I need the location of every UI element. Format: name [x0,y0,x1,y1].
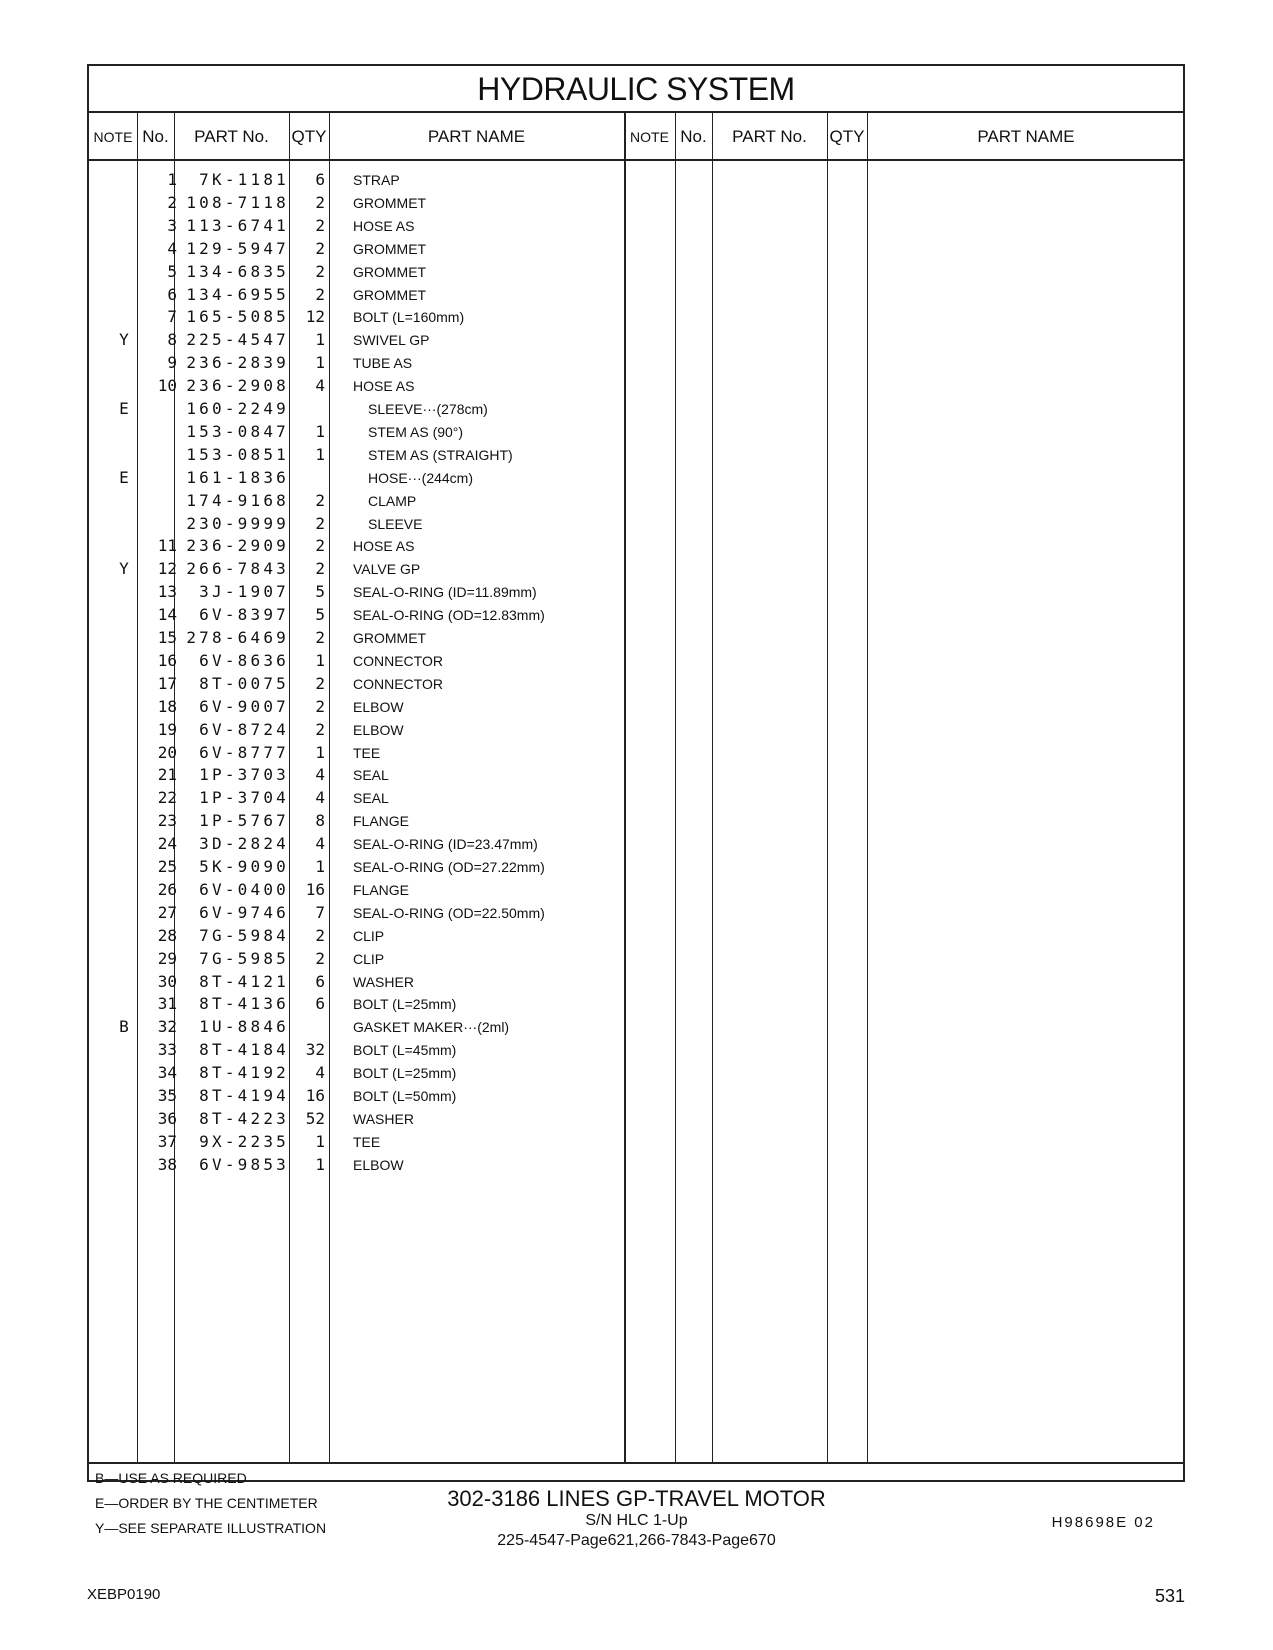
part-name-cell: STEM AS (STRAIGHT) [368,446,513,463]
quantity-cell: 12 [305,307,325,327]
item-number-cell: 6 [167,284,177,304]
table-row [89,720,649,742]
part-number-cell: 6V-0400 [199,879,289,899]
item-number-cell: 4 [167,238,177,258]
part-number-cell: 3J-1907 [199,582,289,602]
item-number-cell: 30 [157,971,177,991]
table-row [89,330,649,352]
part-name-cell: CONNECTOR [353,675,443,692]
quantity-cell: 2 [315,284,325,304]
part-number-cell: 230-9999 [186,513,289,533]
part-name-cell: STRAP [353,172,400,188]
item-number-cell: 18 [157,696,177,716]
quantity-cell: 4 [315,1063,325,1083]
note-cell: E [119,467,129,487]
table-row [89,857,649,879]
table-row [89,697,649,719]
quantity-cell: 1 [315,1131,325,1151]
part-number-cell: 236-2839 [186,353,289,373]
table-row [89,743,649,765]
table-row [89,949,649,971]
table-row [89,994,649,1016]
header-part-no: PART No. [194,127,269,146]
part-name-cell: SEAL-O-RING (ID=23.47mm) [353,836,538,853]
part-number-cell: 7K-1181 [199,170,289,189]
group-title: 302-3186 LINES GP-TRAVEL MOTOR [447,1486,826,1511]
part-number-cell: 153-0851 [186,444,289,464]
quantity-cell: 2 [315,192,325,212]
table-row [89,674,649,696]
quantity-cell: 1 [315,742,325,762]
part-name-cell: BOLT (L=160mm) [353,309,465,326]
quantity-cell: 5 [315,605,325,625]
part-name-cell: TUBE AS [353,355,413,372]
part-number-cell: 134-6955 [186,284,289,304]
header-note: NOTE [93,129,133,145]
table-row [89,193,649,215]
table-row [89,445,649,467]
part-number-cell: 8T-0075 [199,673,289,693]
part-name-cell: SEAL [353,767,389,784]
part-number-cell: 160-2249 [186,399,289,418]
item-number-cell: 3 [167,215,177,235]
note-b: B—USE AS REQUIRED [95,1470,247,1486]
item-number-cell: 29 [157,948,177,968]
table-row [89,1132,649,1154]
part-name-cell: WASHER [353,1110,414,1127]
table-row [89,422,649,444]
footer-divider [89,1462,1183,1464]
item-number-cell: 32 [157,1017,177,1037]
part-name-cell: BOLT (L=45mm) [353,1042,457,1059]
part-number-cell: 129-5947 [186,238,289,258]
note-cell: E [119,399,129,418]
part-name-cell: SEAL-O-RING (OD=27.22mm) [353,859,545,875]
column-divider [675,113,676,1463]
quantity-cell: 7 [315,902,325,922]
table-row [89,972,649,994]
part-number-cell: 1P-5767 [199,811,289,831]
part-number-cell: 6V-8724 [199,719,289,739]
quantity-cell: 2 [315,261,325,281]
part-number-cell: 7G-5984 [199,925,289,945]
header-qty: QTY [291,127,327,146]
quantity-cell: 1 [315,1154,325,1174]
part-name-cell: BOLT (L=50mm) [353,1088,457,1104]
quantity-cell: 2 [315,559,325,579]
part-name-cell: WASHER [353,973,414,990]
part-number-cell: 6V-9853 [199,1154,289,1174]
part-number-cell: 8T-4223 [199,1108,289,1128]
quantity-cell: 2 [315,948,325,968]
quantity-cell: 2 [315,925,325,945]
table-row [89,926,649,948]
part-name-cell: HOSE···(244cm) [368,469,474,486]
part-name-cell: GROMMET [353,194,427,211]
part-name-cell: SEAL-O-RING (OD=22.50mm) [353,904,545,921]
header-part-no-right: PART No. [732,127,807,146]
part-number-cell: 8T-4136 [199,994,289,1014]
quantity-cell: 6 [315,170,325,189]
item-number-cell: 8 [167,330,177,350]
quantity-cell: 2 [315,696,325,716]
item-number-cell: 37 [157,1131,177,1151]
table-row [89,239,649,261]
item-number-cell: 28 [157,925,177,945]
part-name-cell: FLANGE [353,881,410,898]
part-number-cell: 8T-4192 [199,1063,289,1083]
part-number-cell: 8T-4184 [199,1040,289,1060]
table-row [89,1017,649,1039]
table-row [89,399,649,421]
item-number-cell: 10 [157,376,177,396]
table-row [89,353,649,375]
table-row [89,605,649,627]
item-number-cell: 27 [157,902,177,922]
item-number-cell: 15 [157,628,177,647]
part-name-cell: GASKET MAKER···(2ml) [353,1019,510,1036]
table-row [89,1155,649,1177]
part-number-cell: 153-0847 [186,421,289,441]
part-number-cell: 1U-8846 [199,1017,289,1037]
quantity-cell: 32 [305,1040,325,1060]
part-number-cell: 6V-8397 [199,605,289,625]
table-row [89,1109,649,1131]
part-name-cell: CLAMP [368,492,417,509]
part-number-cell: 236-2909 [186,536,289,556]
header-qty-right: QTY [829,127,865,146]
part-name-cell: CONNECTOR [353,652,443,669]
part-name-cell: GROMMET [353,286,427,303]
part-name-cell: SWIVEL GP [353,332,430,349]
item-number-cell: 2 [167,192,177,212]
quantity-cell: 1 [315,330,325,350]
part-name-cell: HOSE AS [353,538,415,555]
part-name-cell: SLEEVE···(278cm) [368,401,488,417]
item-number-cell: 21 [157,765,177,785]
quantity-cell: 2 [315,719,325,739]
table-row [89,880,649,902]
quantity-cell: 2 [315,536,325,556]
note-cell: Y [119,559,129,579]
illustration-reference: H98698E 02 [1051,1514,1155,1531]
header-part-name: PART NAME [427,127,526,146]
quantity-cell: 6 [315,994,325,1014]
part-name-cell: CLIP [353,927,385,944]
quantity-cell: 8 [315,811,325,831]
item-number-cell: 38 [157,1154,177,1174]
table-row [89,559,649,581]
quantity-cell: 52 [305,1108,325,1128]
part-name-cell: HOSE AS [353,378,415,395]
quantity-cell: 2 [315,673,325,693]
item-number-cell: 11 [157,536,177,556]
part-number-cell: 6V-8777 [199,742,289,762]
table-row [89,536,649,558]
part-name-cell: HOSE AS [353,217,415,234]
part-number-cell: 225-4547 [186,330,289,350]
part-number-cell: 6V-9746 [199,902,289,922]
item-number-cell: 9 [167,353,177,373]
item-number-cell: 14 [157,605,177,625]
part-number-cell: 266-7843 [186,559,289,579]
item-number-cell: 17 [157,673,177,693]
item-number-cell: 5 [167,261,177,281]
quantity-cell: 5 [315,582,325,602]
part-number-cell: 161-1836 [186,467,289,487]
table-row [89,582,649,604]
note-cell: B [119,1017,129,1037]
part-name-cell: FLANGE [353,813,410,830]
table-row [89,765,649,787]
table-row [89,376,649,398]
serial-range: S/N HLC 1-Up [585,1512,688,1529]
item-number-cell: 16 [157,650,177,670]
document-id: XEBP0190 [87,1586,161,1603]
table-row [89,903,649,925]
table-row [89,1086,649,1108]
quantity-cell: 1 [315,421,325,441]
item-number-cell: 26 [157,879,177,899]
item-number-cell: 36 [157,1108,177,1128]
quantity-cell: 4 [315,376,325,396]
header-no: No. [142,127,169,146]
header-part-name-right: PART NAME [977,127,1075,146]
part-name-cell: GROMMET [353,240,427,257]
part-number-cell: 1P-3704 [199,788,289,808]
quantity-cell: 4 [315,834,325,854]
column-divider [827,113,828,1463]
table-row [89,468,649,490]
quantity-cell: 4 [315,788,325,808]
quantity-cell: 2 [315,490,325,510]
section-title: HYDRAULIC SYSTEM [89,66,1183,113]
note-cell: Y [119,330,129,350]
part-name-cell: VALVE GP [353,561,421,578]
quantity-cell: 1 [315,857,325,876]
quantity-cell: 16 [305,879,325,899]
item-number-cell: 7 [167,307,177,327]
quantity-cell: 2 [315,513,325,533]
quantity-cell: 2 [315,628,325,647]
part-name-cell: TEE [353,1133,381,1150]
table-row [89,216,649,238]
table-row [89,170,649,192]
item-number-cell: 31 [157,994,177,1014]
part-name-cell: ELBOW [353,698,404,715]
part-name-cell: CLIP [353,950,385,967]
item-number-cell: 20 [157,742,177,762]
item-number-cell: 24 [157,834,177,854]
table-row [89,811,649,833]
table-row [89,514,649,536]
part-name-cell: BOLT (L=25mm) [353,1065,457,1082]
part-name-cell: ELBOW [353,721,404,738]
part-name-cell: GROMMET [353,263,427,280]
part-name-cell: TEE [353,744,381,761]
part-number-cell: 6V-8636 [199,650,289,670]
part-number-cell: 113-6741 [186,215,289,235]
item-number-cell: 1 [167,170,177,189]
table-row [89,788,649,810]
column-divider [867,113,868,1463]
note-y: Y—SEE SEPARATE ILLUSTRATION [95,1520,327,1536]
table-row [89,651,649,673]
table-row [89,307,649,329]
item-number-cell: 22 [157,788,177,808]
quantity-cell: 2 [315,215,325,235]
column-divider [712,113,713,1463]
part-name-cell: SEAL [353,790,389,807]
part-name-cell: ELBOW [353,1156,404,1173]
item-number-cell: 35 [157,1086,177,1105]
part-name-cell: STEM AS (90°) [368,423,464,440]
item-number-cell: 13 [157,582,177,602]
part-name-cell: GROMMET [353,630,427,646]
part-number-cell: 278-6469 [186,628,289,647]
page-references: 225-4547-Page621,266-7843-Page670 [497,1532,776,1549]
item-number-cell: 34 [157,1063,177,1083]
part-number-cell: 7G-5985 [199,948,289,968]
part-number-cell: 9X-2235 [199,1131,289,1151]
part-number-cell: 108-7118 [186,192,289,212]
item-number-cell: 12 [157,559,177,579]
part-name-cell: SLEEVE [368,515,423,532]
quantity-cell: 4 [315,765,325,785]
part-name-cell: SEAL-O-RING (OD=12.83mm) [353,607,545,624]
table-row [89,262,649,284]
part-number-cell: 8T-4194 [199,1086,289,1105]
table-row [89,834,649,856]
item-number-cell: 19 [157,719,177,739]
quantity-cell: 1 [315,650,325,670]
part-number-cell: 236-2908 [186,376,289,396]
part-number-cell: 5K-9090 [199,857,289,876]
table-row [89,1040,649,1062]
part-number-cell: 3D-2824 [199,834,289,854]
quantity-cell: 6 [315,971,325,991]
part-name-cell: SEAL-O-RING (ID=11.89mm) [353,584,537,601]
page-number: 531 [1154,1586,1185,1606]
quantity-cell: 16 [305,1086,325,1105]
table-row [89,1063,649,1085]
quantity-cell: 1 [315,444,325,464]
table-row [89,628,649,650]
item-number-cell: 33 [157,1040,177,1060]
note-e: E—ORDER BY THE CENTIMETER [95,1495,318,1511]
part-number-cell: 8T-4121 [199,971,289,991]
quantity-cell: 2 [315,238,325,258]
header-no-right: No. [680,127,707,146]
quantity-cell: 1 [315,353,325,373]
table-row [89,491,649,513]
part-number-cell: 134-6835 [186,261,289,281]
item-number-cell: 25 [157,857,177,876]
header-note-right: NOTE [630,129,669,145]
part-number-cell: 165-5085 [186,307,289,327]
part-name-cell: BOLT (L=25mm) [353,996,457,1013]
item-number-cell: 23 [157,811,177,831]
part-number-cell: 6V-9007 [199,696,289,716]
part-number-cell: 174-9168 [186,490,289,510]
part-number-cell: 1P-3703 [199,765,289,785]
table-row [89,285,649,307]
